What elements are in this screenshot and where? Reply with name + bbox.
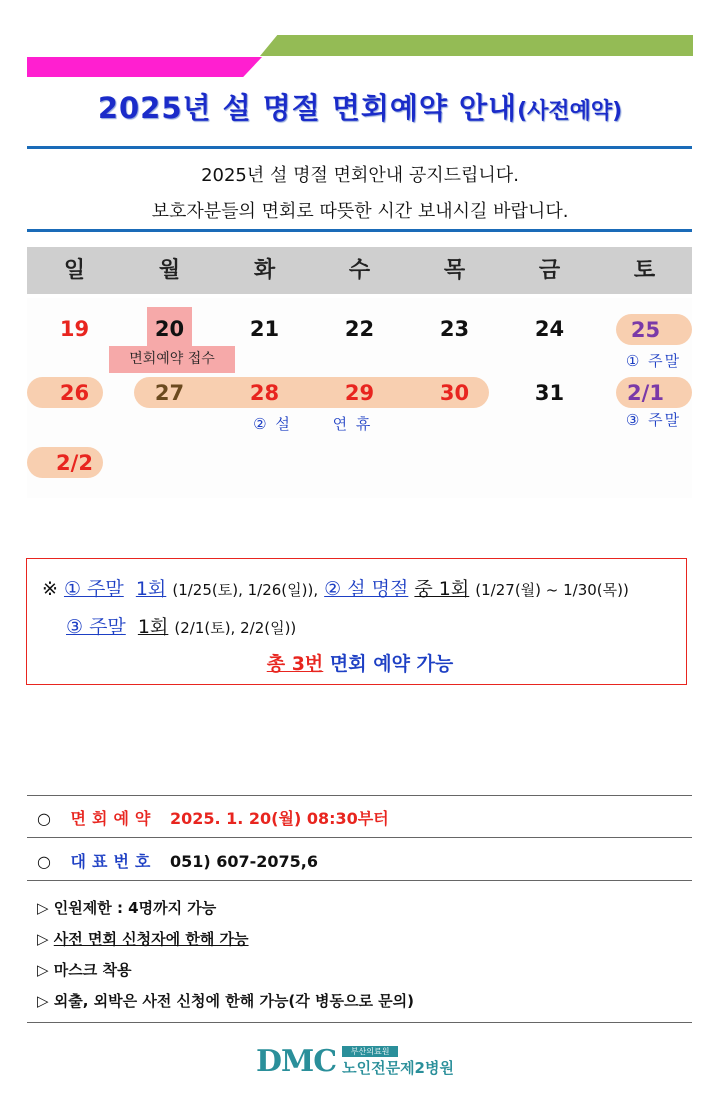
- weekend1-label: ① 주말: [625, 352, 682, 370]
- divider-bottom: [27, 229, 692, 232]
- logo-big-text: 노인전문제2병원: [342, 1058, 454, 1077]
- notice-total-text: 면회 예약 가능: [329, 653, 454, 675]
- logo-small-text: 부산의료원: [342, 1046, 398, 1057]
- info-divider-1: [27, 795, 692, 796]
- day-24: 24: [534, 317, 565, 341]
- weekday-fri: 금: [538, 258, 561, 283]
- rule-prior-only: [37, 928, 249, 949]
- notice-item3-dates: (2/1(토), 2/2(일)): [174, 619, 297, 637]
- rule-mask: ▷ 마스크 착용: [37, 961, 132, 979]
- day-31: 31: [534, 381, 565, 405]
- info-divider-3: [27, 880, 692, 881]
- weekday-tue: 화: [253, 258, 276, 283]
- divider-top: [27, 146, 692, 149]
- weekday-sat: 토: [633, 258, 656, 283]
- phone-value: 051) 607-2075,6: [169, 852, 319, 871]
- phone-row: [37, 849, 318, 872]
- notice-line-1: [42, 574, 629, 601]
- day-26: 26: [59, 381, 90, 405]
- day-19: 19: [59, 317, 90, 341]
- logo-text: [342, 1046, 454, 1078]
- weekend2-label: ③ 주말: [625, 411, 682, 429]
- intro-line-1: 2025년 설 명절 면회안내 공지드립니다.: [201, 165, 519, 186]
- reservation-label: 면회예약: [70, 809, 157, 828]
- day-28: 28: [249, 381, 280, 405]
- notice-line-2: [66, 612, 296, 639]
- holiday-label-a: ② 설: [253, 415, 292, 433]
- notice-item1-count: 1회: [135, 578, 167, 600]
- title-suffix: (사전예약): [517, 99, 623, 124]
- bullet-icon: ○: [37, 852, 51, 871]
- rule-outing: ▷ 외출, 외박은 사전 신청에 한해 가능(각 병동으로 문의): [37, 992, 415, 1010]
- reservation-value: 2025. 1. 20(월) 08:30부터: [169, 809, 389, 828]
- rule-headcount: ▷ 인원제한 : 4명까지 가능: [37, 899, 217, 917]
- notice-mark: ※: [42, 578, 58, 600]
- info-divider-2: [27, 837, 692, 838]
- holiday-label-b: 연 휴: [332, 415, 373, 433]
- notice-item2-mid: 중 1회: [414, 578, 470, 600]
- notice-item1-name: ① 주말: [63, 578, 124, 600]
- notice-item3-count: 1회: [137, 616, 169, 638]
- day-2-1: 2/1: [627, 381, 664, 405]
- hospital-logo: [256, 1044, 454, 1079]
- day-2-2: 2/2: [56, 451, 93, 475]
- weekday-thu: 목: [443, 258, 466, 283]
- logo-mark: DMC: [256, 1044, 337, 1079]
- day-22: 22: [344, 317, 375, 341]
- notice-item2-name: ② 설 명절: [324, 578, 409, 600]
- day-29: 29: [344, 381, 375, 405]
- day-21: 21: [249, 317, 280, 341]
- day-20: 20: [154, 317, 185, 341]
- day-30: 30: [439, 381, 470, 405]
- notice-item1-dates: (1/25(토), 1/26(일)),: [172, 581, 319, 599]
- notice-item2-dates: (1/27(월) ~ 1/30(목)): [475, 581, 629, 599]
- rule-arrow: ▷: [37, 930, 54, 948]
- weekday-wed: 수: [348, 258, 371, 283]
- weekday-mon: 월: [158, 258, 181, 283]
- day-25: 25: [630, 318, 661, 342]
- bullet-icon: ○: [37, 809, 51, 828]
- weekday-sun: 일: [63, 258, 86, 283]
- reservation-open-label: 면회예약 접수: [109, 346, 235, 373]
- green-header-bar: [260, 35, 693, 56]
- reservation-row: [37, 806, 389, 829]
- rule-prior-only-text: 사전 면회 신청자에 한해 가능: [53, 930, 249, 948]
- notice-total: [0, 649, 720, 676]
- info-divider-4: [27, 1022, 692, 1023]
- calendar-weekday-header: [27, 247, 692, 294]
- notice-total-count: 총 3번: [266, 653, 324, 675]
- notice-item3-name: ③ 주말: [66, 616, 126, 638]
- intro-line-2: 보호자분들의 면회로 따뜻한 시간 보내시길 바랍니다.: [151, 201, 569, 222]
- phone-label: 대표번호: [70, 852, 157, 871]
- title-main: 2025년 설 명절 면회예약 안내: [97, 91, 518, 125]
- page-title: [0, 86, 720, 127]
- day-27: 27: [154, 381, 185, 405]
- day-23: 23: [439, 317, 470, 341]
- magenta-header-bar: [27, 57, 262, 77]
